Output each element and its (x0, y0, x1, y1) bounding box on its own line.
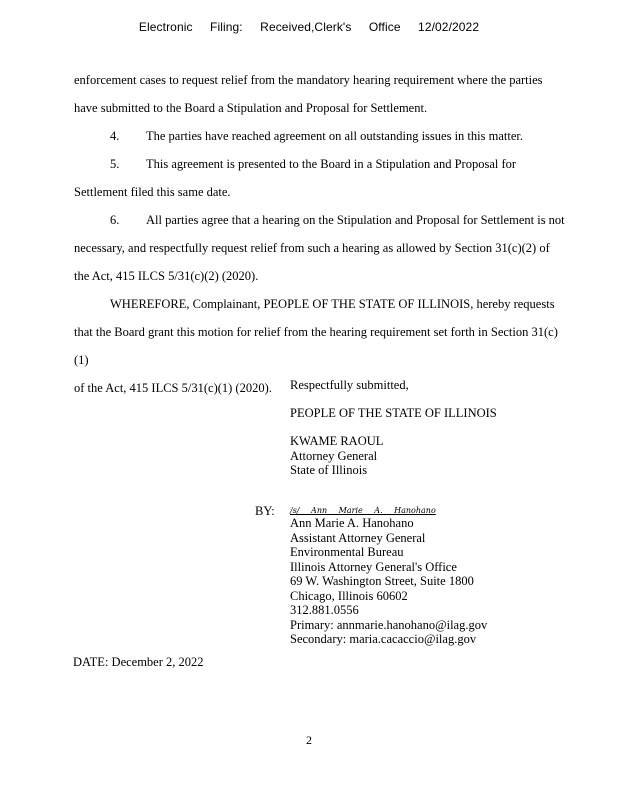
paragraph-6-number: 6. (110, 213, 120, 227)
signer-name: Ann Marie A. Hanohano (290, 516, 414, 530)
paragraph-6-continued-1: necessary, and respectfully request relief from such a hearing as allowed by Section 31(c)(2) of (74, 241, 550, 255)
signer-office: Illinois Attorney General's Office (290, 559, 457, 574)
signer-street: 69 W. Washington Street, Suite 1800 (290, 574, 474, 588)
electronic-signature: /s/ Ann Marie A. Hanohano (290, 506, 436, 515)
wherefore-clause: WHEREFORE, Complainant, PEOPLE OF THE STATE OF ILLINOIS, hereby requests (110, 297, 555, 311)
continued-paragraph-line-2: have submitted to the Board a Stipulation and Proposal for Settlement. (74, 101, 428, 115)
signer-block (290, 505, 487, 647)
wherefore-continued-1: that the Board grant this motion for relief from the hearing requirement set forth in Section 31(c)(1) (74, 325, 558, 367)
header-filing: Filing: (210, 20, 243, 34)
paragraph-5-text: This agreement is presented to the Board in a Stipulation and Proposal for (146, 157, 517, 171)
signature-party: PEOPLE OF THE STATE OF ILLINOIS (290, 406, 497, 420)
filing-stamp-header (0, 20, 618, 34)
attorney-general-block (290, 434, 383, 478)
secondary-email: Secondary: maria.cacaccio@ilag.gov (290, 632, 477, 646)
attorney-general-state: State of Illinois (290, 463, 368, 477)
primary-email: Primary: annmarie.hanohano@ilag.gov (290, 617, 488, 632)
attorney-general-title: Attorney General (290, 448, 378, 463)
paragraph-4-text: The parties have reached agreement on all outstanding issues in this matter. (146, 129, 523, 143)
signer-phone: 312.881.0556 (290, 603, 359, 617)
signer-city: Chicago, Illinois 60602 (290, 588, 408, 603)
header-date: 12/02/2022 (418, 20, 480, 34)
paragraph-5-number: 5. (110, 157, 120, 171)
date-line: DATE: December 2, 2022 (73, 655, 204, 669)
paragraph-4 (74, 122, 569, 150)
by-label: BY: (255, 504, 275, 518)
attorney-general-name: KWAME RAOUL (290, 434, 384, 448)
signer-bureau: Environmental Bureau (290, 545, 404, 559)
paragraph-6 (74, 206, 569, 234)
page-number: 2 (306, 733, 312, 747)
paragraph-5 (74, 150, 569, 178)
continued-paragraph-line-1: enforcement cases to request relief from the mandatory hearing requirement where the parties (74, 73, 543, 87)
motion-body (74, 66, 569, 402)
paragraph-5-continued: Settlement filed this same date. (74, 185, 231, 199)
paragraph-4-number: 4. (110, 129, 120, 143)
header-electronic: Electronic (138, 20, 193, 34)
paragraph-6-text: All parties agree that a hearing on the Stipulation and Proposal for Settlement is not (146, 213, 565, 227)
header-received: Received,Clerk's (260, 20, 352, 34)
wherefore-continued-2: of the Act, 415 ILCS 5/31(c)(1) (2020). (74, 381, 272, 395)
signer-title: Assistant Attorney General (290, 530, 426, 545)
signature-closing: Respectfully submitted, (290, 378, 409, 392)
header-office: Office (368, 20, 401, 34)
paragraph-6-continued-2: the Act, 415 ILCS 5/31(c)(2) (2020). (74, 269, 259, 283)
